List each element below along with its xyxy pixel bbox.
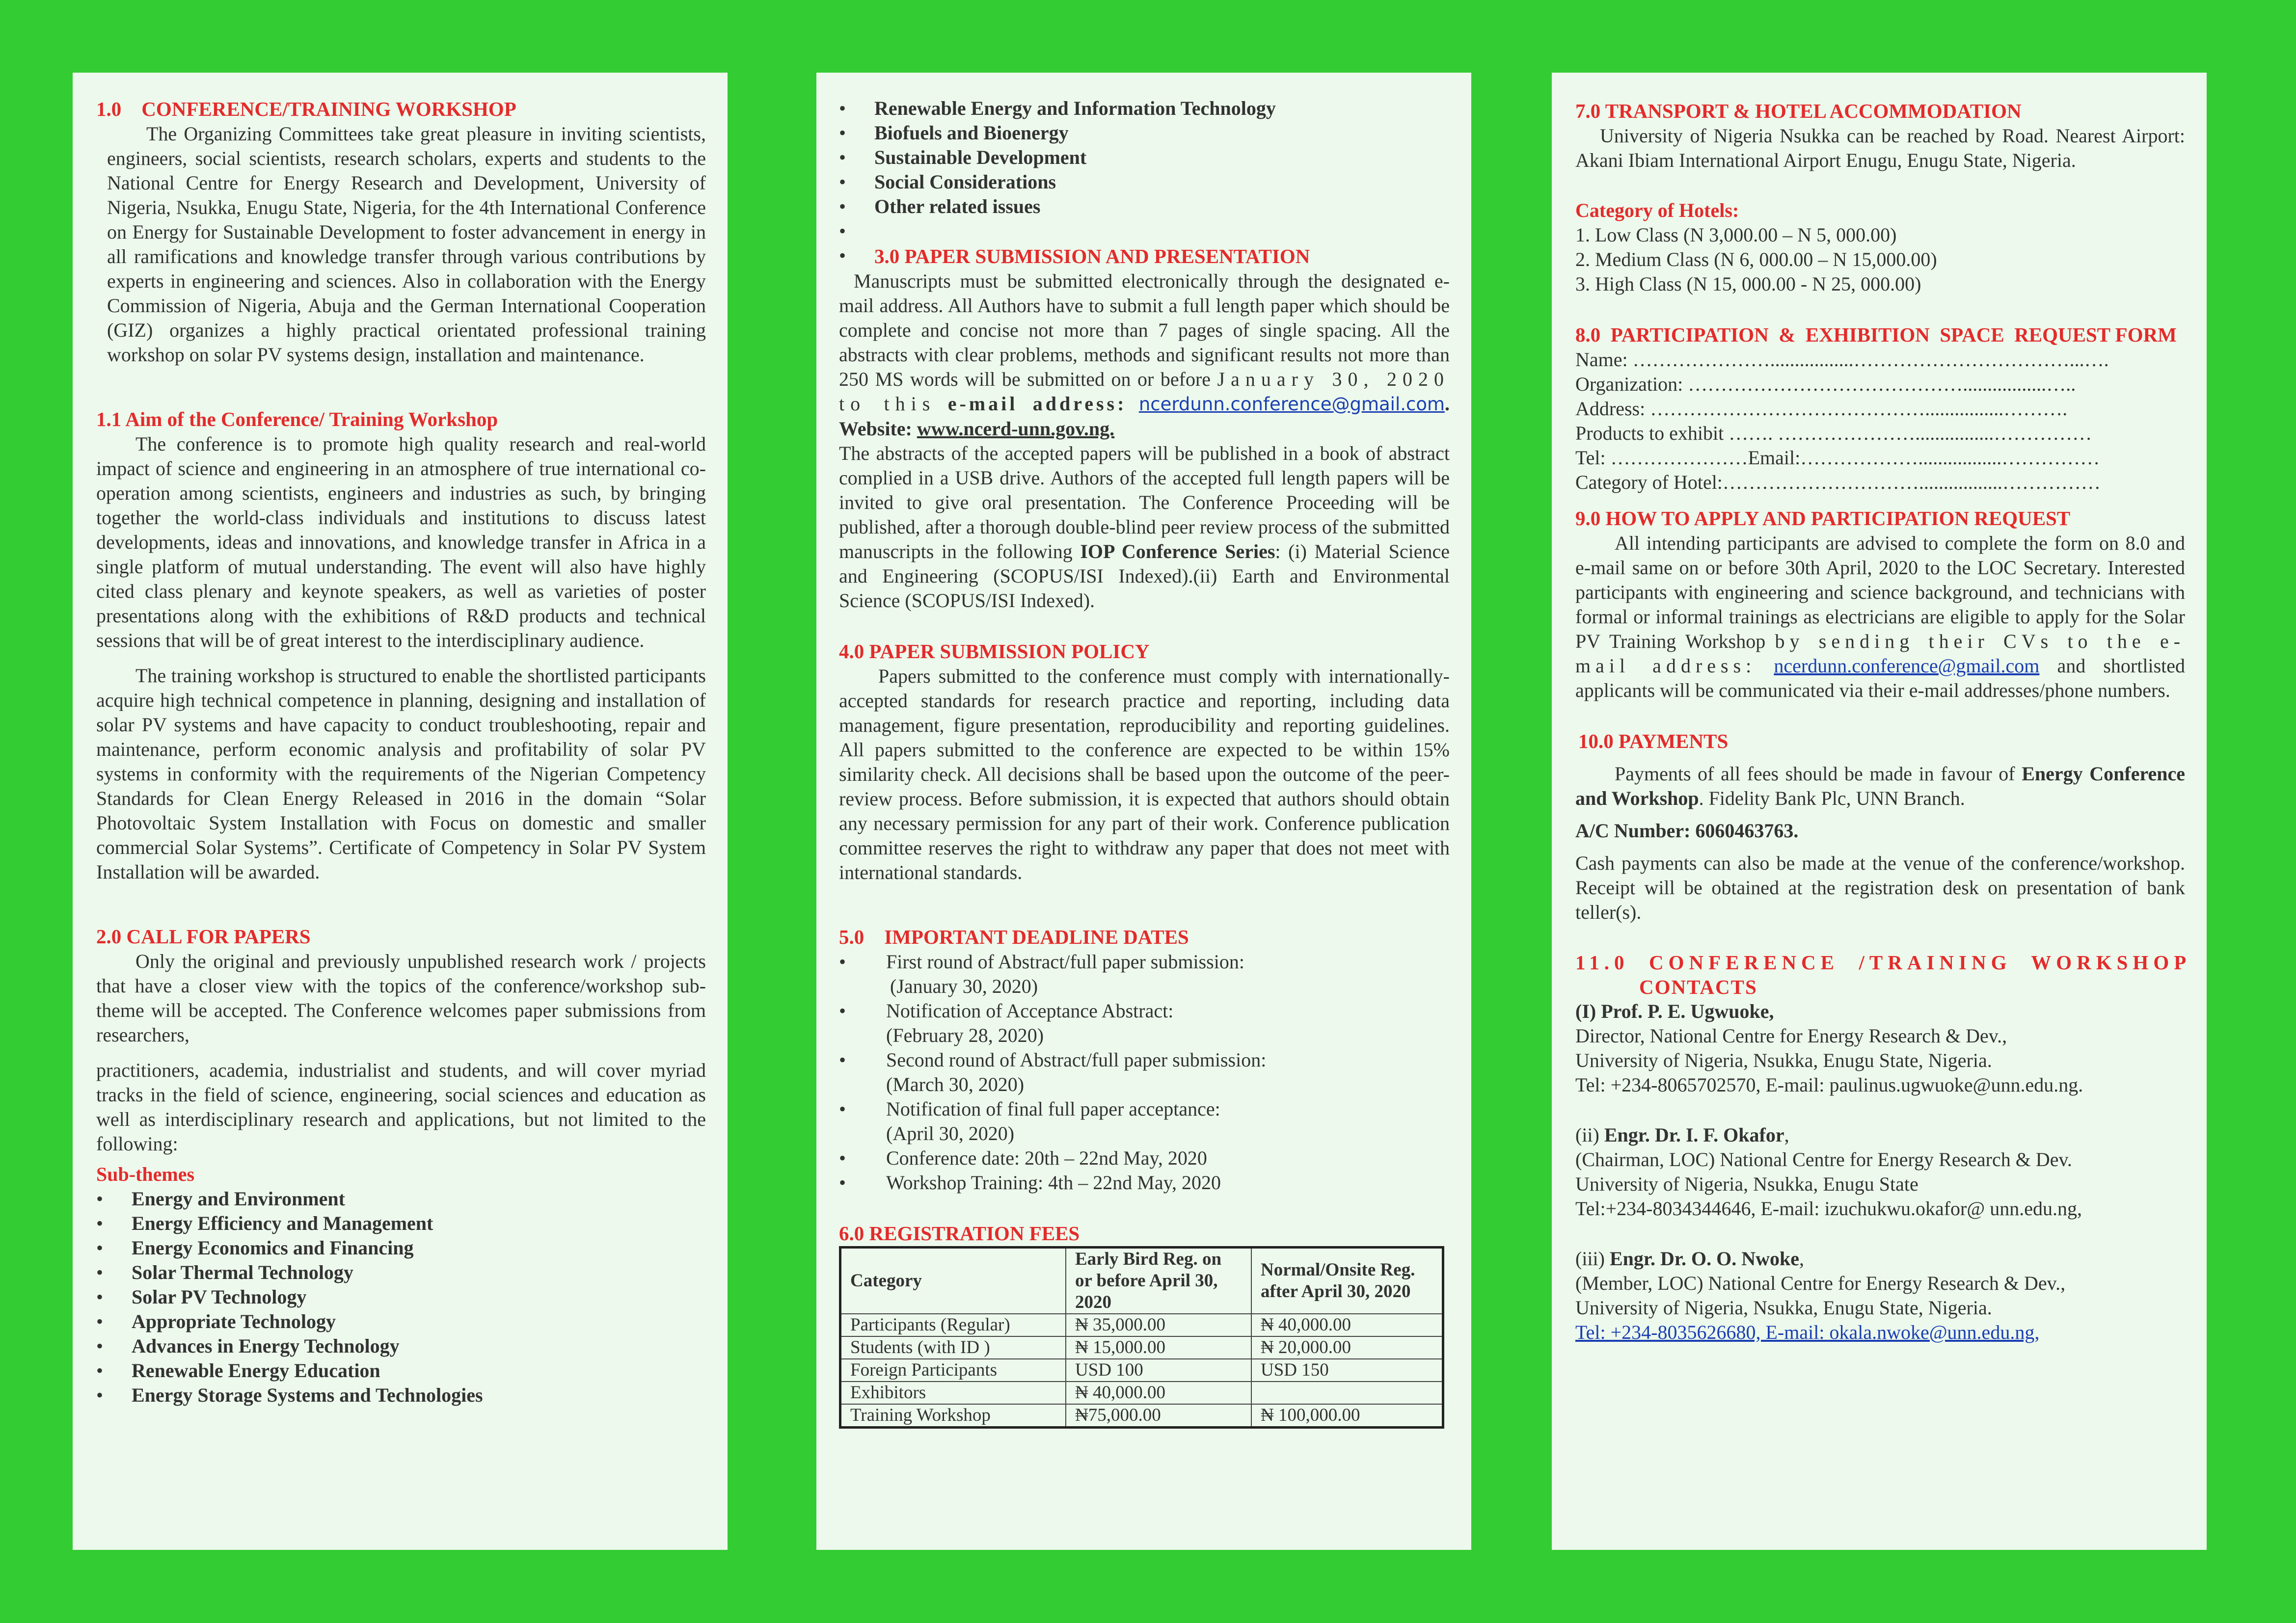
date-text: January 30, 2020 to this [839,368,1450,415]
table-cell [1251,1382,1443,1404]
section-heading: 11.0 CONFERENCE /TRAINING WORKSHOP [1575,951,2191,974]
website-link[interactable]: www.ncerd-unn.gov.ng. [917,418,1115,440]
table-row [840,1382,1443,1404]
paragraph: University of Nigeria Nsukka can be reached by Road. Nearest Airport: Akani Ibiam International Airport Enugu, Enugu State, Nigeria. [1575,125,2185,171]
section-heading: CONTACTS [1639,976,1757,998]
contact-line: (Chairman, LOC) National Centre for Energy Research & Dev. [1575,1148,2072,1171]
deadline-label: • First round of Abstract/full paper submission: [886,951,1244,973]
contact-name: Engr. Dr. I. F. Okafor [1604,1124,1784,1146]
table-header-row [840,1248,1443,1314]
hotel-line: 2. Medium Class (N 6, 000.00 – N 15,000.00) [1575,248,1937,270]
deadline-label: • Conference date: 20th – 22nd May, 2020 [886,1147,1207,1169]
section-heading: 10.0 PAYMENTS [1578,730,1729,752]
hotel-line: 1. Low Class (N 3,000.00 – N 5, 000.00) [1575,224,1897,246]
contact-line: University of Nigeria, Nsukka, Enugu State, Nigeria. [1575,1297,1992,1319]
account-name: Energy Conference and Workshop [1575,763,2186,809]
contact-block [1575,1247,2185,1345]
email-label: e-mail address: [947,393,1127,415]
paragraph: Papers submitted to the conference must comply with internationally-accepted standards for research practice and reporting, including data management, figure presentation, reproducibility and reporting guidelines. All papers submitted to the conference are expected to be within 15% similarity check. All decisions shall be based upon the outcome of the peer-review process. Before submission, it is expected that authors should obtain any necessary permission for any part of their work. Conference publication committee reserves the right to withdraw any paper that does not meet with international standards. [839,665,1450,883]
contact-line: University of Nigeria, Nsukka, Enugu State [1575,1173,1918,1195]
contact-line: Director, National Centre for Energy Research & Dev., [1575,1025,2007,1047]
form-line[interactable]: Name: ………………….................……………………………...…. [1575,348,2109,371]
section-heading: 7.0 TRANSPORT & HOTEL ACCOMMODATION [1575,100,2022,122]
list-item: • Renewable Energy and Information Technology [839,96,1450,121]
deadline-label: • Workshop Training: 4th – 22nd May, 2020 [886,1171,1221,1194]
contact-line: (Member, LOC) National Centre for Energy Research & Dev., [1575,1272,2066,1294]
list-item: • Renewable Energy Education [96,1358,706,1383]
contact-line: Tel:+234-8034344646, E-mail: izuchukwu.okafor@ unn.edu.ng, [1575,1197,2082,1220]
section-heading: 3.0 PAPER SUBMISSION AND PRESENTATION [874,245,1310,267]
table-cell: USD 150 [1251,1359,1443,1382]
section-heading: 5.0 IMPORTANT DEADLINE DATES [839,926,1189,948]
paragraph: The training workshop is structured to enable the shortlisted participants acquire high technical competence in planning, designing and installation of solar PV systems and have capacity to conduct troubleshooting, repair and maintenance, perform economic analysis and profitability of solar PV systems in conformity with the requirements of the Nigerian Competency Standards for Clean Energy Released in 2016 in the domain “Solar Photovoltaic System Installation with Focus on domestic and smaller commercial Solar Systems”. Certificate of Competency in Solar PV System Installation will be awarded. [96,665,706,883]
deadline-list [839,950,1450,1195]
paragraph [1575,762,2185,811]
table-cell: Students (with ID ) [840,1336,1066,1359]
table-cell: ₦ 35,000.00 [1066,1314,1251,1336]
paragraph: practitioners, academia, industrialist and students, and will cover myriad tracks in the field of science, engineering, social sciences and education as well as interdisciplinary research and applications, but not limited to the following: [96,1059,706,1155]
table-cell: USD 100 [1066,1359,1251,1382]
table-cell: ₦ 15,000.00 [1066,1336,1251,1359]
contact-suffix: , [1799,1248,1804,1270]
paragraph: Only the original and previously unpublished research work / projects that have a closer view with the topics of the conference/workshop sub-theme will be accepted. The Conference welcomes paper submissions from researchers, [96,950,706,1046]
table-row [840,1404,1443,1428]
paragraph [839,441,1450,613]
contact-name: Engr. Dr. O. O. Nwoke [1609,1248,1799,1270]
list-item [839,1146,1450,1171]
account-number: A/C Number: 6060463763. [1575,820,1799,842]
deadline-label: • Notification of final full paper acceptance: [886,1098,1220,1120]
list-item: • Energy and Environment [96,1187,706,1211]
deadline-label: • Second round of Abstract/full paper submission: [886,1049,1267,1071]
deadline-date: (April 30, 2020) [886,1122,1015,1144]
deadline-date: (February 28, 2020) [886,1024,1044,1046]
paragraph: The Organizing Committees take great pleasure in inviting scientists, engineers, social scientists, research scholars, experts and students to the National Centre for Energy Research and Development, University of Nigeria, Nsukka, Enugu State, Nigeria, for the 4th International Conference on Energy for Sustainable Development to foster advancement in energy in all ramifications and knowledge transfer through various contributions by experts in engineering and sciences. Also in collaboration with the Energy Commission of Nigeria, Abuja and the German International Cooperation (GIZ) organizes a highly practical orientated professional training workshop on solar PV systems design, installation and maintenance. [107,123,706,366]
section-heading: 6.0 REGISTRATION FEES [839,1222,1080,1245]
contact-suffix: , [1784,1124,1789,1146]
list-item: • Solar PV Technology [96,1285,706,1309]
panel-middle [816,73,1471,1550]
table-cell: Training Workshop [840,1404,1066,1428]
list-item: • Energy Storage Systems and Technologies [96,1383,706,1408]
table-cell: Foreign Participants [840,1359,1066,1382]
list-item: • Solar Thermal Technology [96,1260,706,1285]
panel-right [1552,73,2207,1550]
table-cell: ₦ 100,000.00 [1251,1404,1443,1428]
list-item: • Advances in Energy Technology [96,1334,706,1358]
table-cell: ₦ 20,000.00 [1251,1336,1443,1359]
table-cell: ₦75,000.00 [1066,1404,1251,1428]
table-row [840,1336,1443,1359]
form-line[interactable]: Category of Hotel:………………………….................…………… [1575,471,2101,493]
table-cell: Exhibitors [840,1382,1066,1404]
email-link[interactable]: ncerdunn.conference@gmail.com [1138,394,1445,415]
contact-name-line [1575,1247,2185,1271]
table-cell: Participants (Regular) [840,1314,1066,1336]
hotels-label: Category of Hotels: [1575,199,1739,221]
paragraph: The conference is to promote high quality research and real-world impact of science and engineering in an atmosphere of true international co-operation among scientists, engineers and industries as such, by bringing together the world-class individuals and institutions to discuss latest developments, ideas and innovations, and knowledge transfer in Africa in a single platform of mutual understanding. The event will also have highly cited class plenary and keynote speakers, as well as varieties of poster presentations along with the exhibitions of R&D products and technical sessions that will be of great interest to the interdisciplinary audience. [96,433,706,651]
deadline-date: (January 30, 2020) [890,975,1038,997]
paragraph-text: Manuscripts must be submitted electronically through the designated e-mail address. All Authors have to submit a full length paper which should be complete and concise not more than 7 pages of single spacing. All the abstracts with clear problems, methods and significant results not more than 250 MS words will be submitted on or before [839,270,1450,390]
panel-left [73,73,728,1550]
contact-name-line [1575,1123,2185,1147]
list-item [839,950,1450,999]
paragraph-text: by sending their CVs to the e-mail address: [1575,630,2186,677]
table-header: Early Bird Reg. on or before April 30, 2020 [1066,1248,1251,1314]
table-cell: ₦ 40,000.00 [1066,1382,1251,1404]
paragraph-text: : (i) Material Science and Engineering (SCOPUS/ISI Indexed).(ii) Earth and Environmental Science (SCOPUS/ISI Indexed). [839,540,1450,612]
contact-prefix: (ii) [1575,1124,1604,1146]
table-header: Normal/Onsite Reg. after April 30, 2020 [1251,1248,1443,1314]
paragraph-text: All intending participants are advised to complete the form on 8.0 and e-mail same on or before 30th April, 2020 to the LOC Secretary. Interested participants with engineering and science background, and technicians with formal or informal trainings as electricians are eligible to apply for the Solar PV Training Workshop [1575,532,2185,652]
table-header: Category [840,1248,1066,1314]
contact-link[interactable]: Tel: +234-8035626680, E-mail: okala.nwoke@unn.edu.ng, [1575,1321,2040,1343]
list-item: • Social Considerations [839,170,1450,194]
website-label: . Website: [839,393,1450,440]
paragraph: Cash payments can also be made at the venue of the conference/workshop. Receipt will be obtained at the registration desk on presentation of bank teller(s). [1575,852,2185,923]
section-heading: 4.0 PAPER SUBMISSION POLICY [839,640,1150,663]
list-item [839,999,1450,1048]
list-item [839,1171,1450,1195]
form-line[interactable]: Organization: …………………………………….................….. [1575,373,2076,395]
paragraph [839,269,1450,441]
contact-line: Tel: +234-8065702570, E-mail: paulinus.ugwuoke@unn.edu.ng. [1575,1074,2083,1096]
list-item: • Other related issues [839,194,1450,219]
table-row [840,1314,1443,1336]
paragraph-text: Payments of all fees should be made in favour of [1615,763,2022,785]
hotel-line: 3. High Class (N 15, 000.00 - N 25, 000.00) [1575,273,1921,295]
table-row [840,1359,1443,1382]
contact-line: University of Nigeria, Nsukka, Enugu State, Nigeria. [1575,1049,1992,1071]
deadline-label: • Notification of Acceptance Abstract: [886,1000,1174,1022]
registration-fees-table [839,1246,1444,1429]
contact-prefix: (iii) [1575,1248,1610,1270]
section-heading: 1.0 CONFERENCE/TRAINING WORKSHOP [96,98,516,120]
contact-block [1575,999,2185,1097]
list-item [839,1048,1450,1097]
subtheme-list [96,1187,706,1408]
paragraph [1575,531,2185,703]
list-item: • Biofuels and Bioenergy [839,121,1450,145]
paragraph-text: and shortlisted applicants will be communicated via their e-mail addresses/phone numbers. [1575,655,2185,701]
list-item: • Appropriate Technology [96,1309,706,1334]
subthemes-label: Sub-themes [96,1163,195,1185]
list-item: • Energy Efficiency and Management [96,1211,706,1236]
list-item: • Energy Economics and Financing [96,1236,706,1260]
list-item [839,219,1450,243]
paragraph-text: The abstracts of the accepted papers will be published in a book of abstract complied in a USB drive. Authors of the accepted full length papers will be invited to give oral presentation. The Conference Proceeding will be published, after a thorough double-blind peer review process of the submitted manuscripts in the following [839,442,1450,562]
form-line[interactable]: Products to exhibit ……. …………………................…………… [1575,422,2092,444]
list-item [839,1097,1450,1146]
contact-block [1575,1123,2185,1221]
section-heading: 1.1 Aim of the Conference/ Training Workshop [96,408,498,430]
email-link[interactable]: ncerdunn.conference@gmail.com [1774,655,2040,677]
section-heading: 8.0 PARTICIPATION & EXHIBITION SPACE REQUEST FORM [1575,323,2177,346]
subtheme-list [839,96,1450,269]
form-line[interactable]: Tel: …………………Email:……………….................…………… [1575,447,2100,469]
list-item-heading [839,243,1450,269]
form-line[interactable]: Address: ……………………………………................………. [1575,398,2068,420]
list-item: • Sustainable Development [839,145,1450,170]
deadline-date: (March 30, 2020) [886,1073,1025,1095]
table-cell: ₦ 40,000.00 [1251,1314,1443,1336]
paragraph-text: . Fidelity Bank Plc, UNN Branch. [1699,787,1965,809]
section-heading: 9.0 HOW TO APPLY AND PARTICIPATION REQUEST [1575,507,2071,530]
section-heading: 2.0 CALL FOR PAPERS [96,925,311,948]
emphasis-text: IOP Conference Series [1080,540,1275,562]
contact-name: (I) Prof. P. E. Ugwuoke, [1575,1000,1774,1022]
